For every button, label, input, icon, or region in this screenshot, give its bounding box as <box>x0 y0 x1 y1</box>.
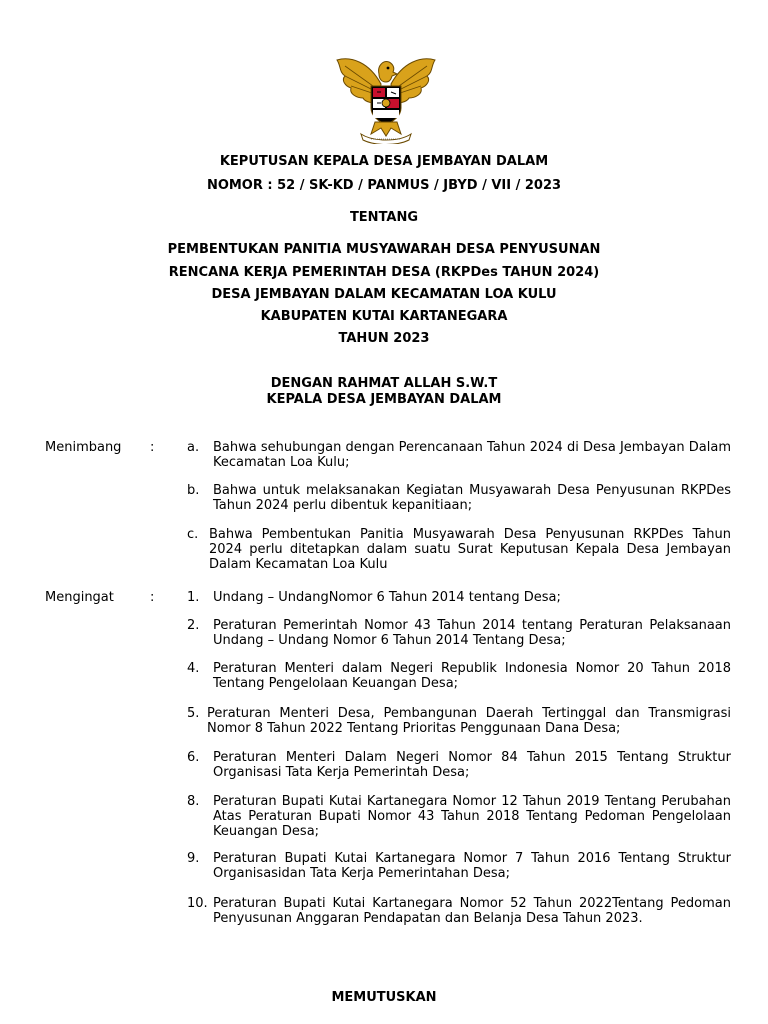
menimbang-colon: : <box>150 440 155 455</box>
mengingat-item-10: Peraturan Bupati Kutai Kartanegara Nomor 52 Tahun 2022Tentang Pedoman Penyusunan Anggaran Pendapatan dan Belanja Desa Tahun 2023. <box>213 896 731 926</box>
menimbang-marker-c: c. <box>187 527 199 542</box>
menimbang-label: Menimbang <box>45 440 122 455</box>
mengingat-item-8: Peraturan Bupati Kutai Kartanegara Nomor 12 Tahun 2019 Tentang Perubahan Atas Peraturan Bupati Nomor 43 Tahun 2018 Tentang Pedoman Pengelolaan Keuangan Desa; <box>213 794 731 839</box>
mengingat-item-9: Peraturan Bupati Kutai Kartanegara Nomor 7 Tahun 2016 Tentang Struktur Organisasidan Tata Kerja Pemerintahan Desa; <box>213 851 731 881</box>
decree-title: KEPUTUSAN KEPALA DESA JEMBAYAN DALAM <box>219 154 549 169</box>
menimbang-marker-a: a. <box>187 440 200 455</box>
menimbang-marker-b: b. <box>187 483 200 498</box>
mengingat-marker-2: 2. <box>187 618 200 633</box>
mengingat-marker-6: 6. <box>187 750 200 765</box>
menimbang-item-b: Bahwa untuk melaksanakan Kegiatan Musyawarah Desa Penyusunan RKPDes Tahun 2024 perlu dibentuk kepanitiaan; <box>213 483 731 513</box>
mengingat-marker-10: 10. <box>187 896 208 911</box>
menimbang-item-a: Bahwa sehubungan dengan Perencanaan Tahun 2024 di Desa Jembayan Dalam Kecamatan Loa Kulu; <box>213 440 731 470</box>
menimbang-item-c: Bahwa Pembentukan Panitia Musyawarah Desa Penyusunan RKPDes Tahun 2024 perlu ditetapkan dalam suatu Surat Keputusan Kepala Desa Jembayan Dalam Kecamatan Loa Kulu <box>209 527 731 572</box>
authority-line: KEPALA DESA JEMBAYAN DALAM <box>266 392 502 407</box>
mengingat-marker-4: 4. <box>187 661 200 676</box>
mengingat-item-6: Peraturan Menteri Dalam Negeri Nomor 84 Tahun 2015 Tentang Struktur Organisasi Tata Kerja Pemerintah Desa; <box>213 750 731 780</box>
mengingat-colon: : <box>150 590 155 605</box>
mengingat-marker-8: 8. <box>187 794 200 809</box>
subject-line-1: PEMBENTUKAN PANITIA MUSYAWARAH DESA PENYUSUNAN <box>167 242 601 257</box>
mengingat-marker-9: 9. <box>187 851 200 866</box>
blessing-line: DENGAN RAHMAT ALLAH S.W.T <box>270 376 498 391</box>
about-heading: TENTANG <box>349 210 419 225</box>
subject-line-2: RENCANA KERJA PEMERINTAH DESA (RKPDes TAHUN 2024) <box>168 265 600 280</box>
subject-line-5: TAHUN 2023 <box>338 331 430 346</box>
mengingat-item-1: Undang – UndangNomor 6 Tahun 2014 tentang Desa; <box>213 590 561 605</box>
mengingat-item-2: Peraturan Pemerintah Nomor 43 Tahun 2014 tentang Peraturan Pelaksanaan Undang – Undang Nomor 6 Tahun 2014 Tentang Desa; <box>213 618 731 648</box>
garuda-emblem-icon <box>331 52 441 144</box>
decree-number: NOMOR : 52 / SK-KD / PANMUS / JBYD / VII / 2023 <box>206 178 562 193</box>
mengingat-label: Mengingat <box>45 590 114 605</box>
mengingat-item-5: Peraturan Menteri Desa, Pembangunan Daerah Tertinggal dan Transmigrasi Nomor 8 Tahun 2022 Tentang Prioritas Penggunaan Dana Desa; <box>207 706 731 736</box>
subject-line-3: DESA JEMBAYAN DALAM KECAMATAN LOA KULU <box>211 287 557 302</box>
mengingat-item-4: Peraturan Menteri dalam Negeri Republik Indonesia Nomor 20 Tahun 2018 Tentang Pengelolaan Keuangan Desa; <box>213 661 731 691</box>
mengingat-marker-5: 5. <box>187 706 200 721</box>
decision-heading: MEMUTUSKAN <box>331 990 437 1005</box>
mengingat-marker-1: 1. <box>187 590 200 605</box>
subject-line-4: KABUPATEN KUTAI KARTANEGARA <box>260 309 508 324</box>
